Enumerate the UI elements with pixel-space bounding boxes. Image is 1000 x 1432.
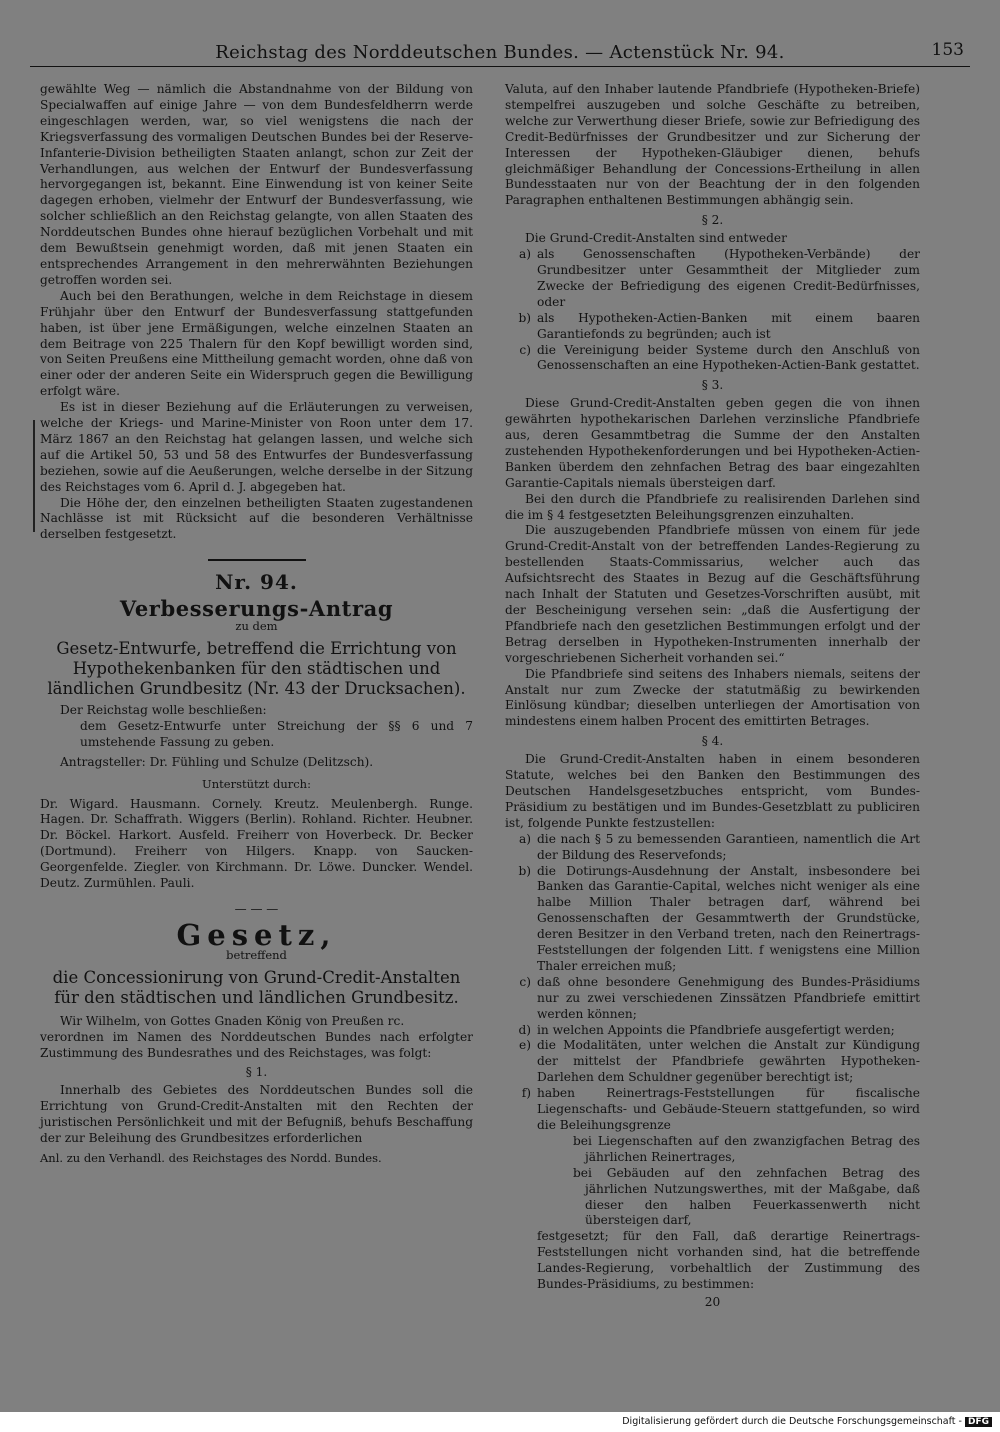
betreffend-label: betreffend (226, 947, 287, 962)
supporters-list: Dr. Wigard. Hausmann. Cornely. Kreutz. Meulenbergh. Runge. Hagen. Dr. Schaffrath. Wiggers (Berlin). Rohland. Richter. Heubner. Dr. Böckel. Harkort. Ausfeld. Freiherr von Hoverbeck. Dr. Becker (Dortmund). Freiherr von Hilgers. Knapp. von Saucken-Georgenfelde. Ziegler. von Kirchmann. Dr. Löwe. Duncker. Wendel. Deutz. Zurmühlen. Pauli. (40, 796, 473, 891)
gesetz-title: Gesetz, (176, 917, 337, 952)
section-3-paragraph-3: Die auszugebenden Pfandbriefe müssen von einem für jede Grund-Credit-Anstalt von der betreffenden Landes-Regierung zu bestellenden Staats-Commissarius, welcher auch das Aufsichtsrecht des Staates in Bezug auf die Geschäftsführung nach Inhalt der Statuten und Gesetzes-Vorschriften ausübt, mit der Bescheinigung versehen sein: „daß die Ausfertigung der Pfandbriefe nach den gesetzlichen Bestimmungen erfolgt und der Betrag derselben in Hypotheken-Instrumenten innerhalb der vorgeschriebenen Sicherheit vorhanden sei.“ (505, 523, 920, 665)
item-text: die Dotirungs-Ausdehnung der Anstalt, insbesondere bei Banken das Garantie-Capital, welches nicht weniger als eine halbe Million Thaler betragen darf, während bei Genossenschaften der Gesammtwerth der Grundstücke, deren Besitzer in den Verband treten, nach den Reinertrags-Feststellungen der folgenden Litt. f wenigstens eine Million Thaler erreichen muß; (537, 863, 920, 973)
section-4-f-liegenschaften: bei Liegenschaften auf den zwanzigfachen Betrag des jährlichen Reinertrages, (573, 1133, 920, 1164)
digitization-credit (622, 1416, 992, 1427)
dash-separator: — — — (234, 901, 279, 916)
section-1-text: Innerhalb des Gebietes des Norddeutschen Bundes soll die Errichtung von Grund-Credit-Anstalten mit den Rechten der juristischen Persönlichkeit und mit der Befugniß, behufs Beschaffung der zur Beleihung des Grundbesitzes erforderlichen (40, 1083, 473, 1146)
page-header (30, 40, 970, 67)
list-item (505, 311, 920, 343)
page-footer-note: Anl. zu den Verhandl. des Reichstages des Nordd. Bundes. (40, 1150, 382, 1165)
resolve-text: dem Gesetz-Entwurfe unter Streichung der §§ 6 und 7 umstehende Fassung zu geben. (80, 718, 473, 749)
section-4-closing: festgesetzt; für den Fall, daß derartige Reinertrags-Feststellungen nicht vorhanden sind, hat die betreffende Landes-Regierung, vorbehaltlich der Zustimmung des Bundes-Präsidiums, zu bestimmen: (537, 1229, 920, 1292)
wir-line: Wir Wilhelm, von Gottes Gnaden König von Preußen rc. (60, 1013, 405, 1028)
section-3-heading: § 3. (701, 378, 724, 393)
section-4-f-gebaeude: bei Gebäuden auf den zehnfachen Betrag des jährlichen Nutzungswerthes, mit der Maßgabe, daß dieser den halben Feuerkassenwerth nicht übersteigen darf, (573, 1165, 920, 1228)
list-item (505, 343, 920, 375)
document-subject: Gesetz-Entwurfe, betreffend die Errichtung von Hypothekenbanken für den städtischen und ländlichen Grundbesitz (Nr. 43 der Drucksachen). (47, 639, 466, 698)
gesetz-subject: die Concessionirung von Grund-Credit-Anstalten für den städtischen und ländlichen Grundbesitz. (52, 967, 461, 1007)
item-marker: a) (518, 831, 531, 846)
list-item (505, 247, 920, 311)
list-item (505, 1086, 920, 1134)
credit-text: Digitalisierung gefördert durch die Deutsche Forschungsgemeinschaft - (622, 1416, 962, 1427)
page-number: 153 (931, 40, 964, 60)
section-3-paragraph-4: Die Pfandbriefe sind seitens des Inhabers niemals, seitens der Anstalt nur zum Zwecke der statutmäßig zu bewirkenden Einlösung kündbar; dieselben unterliegen der Amortisation von mindestens einem halben Procent des emittirten Betrages. (505, 666, 920, 729)
list-item (505, 864, 920, 975)
section-divider (208, 559, 306, 561)
right-column (505, 82, 920, 1311)
item-text: daß ohne besondere Genehmigung des Bundes-Präsidiums nur zu zwei verschiedenen Zinssätzen Pfandbriefe emittirt werden können; (537, 974, 920, 1021)
left-paragraph-1: gewählte Weg — nämlich die Abstandnahme von der Bildung von Specialwaffen auf einige Jahre — von dem Bundesfeldherrn werde eingeschlagen werden, war, so viel wenigstens die nach der Kriegsverfassung des vormaligen Deutschen Bundes bei der Reserve-Infanterie-Division betheiligten Staaten anlangt, schon zur Zeit der Verhandlungen, aus welchen der Entwurf der Bundesverfassung hervorgegangen ist, bekannt. Eine Einwendung ist von keiner Seite dagegen erhoben, vielmehr der Entwurf der Bundesverfassung, wie solcher schließlich an den Reichstag gelangte, von allen Staaten des Norddeutschen Bundes ohne hierauf bezüglichen Vorbehalt und mit dem Bewußtsein genehmigt worden, daß mit jenen Staaten ein entsprechendes Arrangement in den mehrerwähnten Beziehungen getroffen worden sei. (40, 82, 473, 287)
left-column (40, 82, 473, 1167)
item-text: als Genossenschaften (Hypotheken-Verbände) der Grundbesitzer unter Gesammtheit der Mitglieder zum Zwecke der Befriedigung des eigenen Credit-Bedürfnisses, oder (537, 247, 920, 309)
item-marker: c) (519, 342, 531, 357)
item-marker: c) (519, 974, 531, 989)
item-text: in welchen Appoints die Pfandbriefe ausgefertigt werden; (537, 1022, 895, 1037)
section-4-intro: Die Grund-Credit-Anstalten haben in einem besonderen Statute, welches bei den Banken den Bestimmungen des Deutschen Handelsgesetzbuches entspricht, vom Bundes-Präsidium zu bestätigen und im Bundes-Gesetzblatt zu publiciren ist, folgende Punkte festzustellen: (505, 752, 920, 830)
resolve-line: Der Reichstag wolle beschließen: (60, 703, 267, 717)
left-paragraph-2: Auch bei den Berathungen, welche in dem Reichstage in diesem Frühjahr über den Entwurf der Bundesverfassung stattgefunden haben, ist über jene Ermäßigungen, welche einzelnen Staaten an dem Beitrage von 225 Thalern für den Kopf bewilligt worden sind, von Seiten Preußens eine Mittheilung gemacht worden, ohne daß von einer oder der anderen Seite ein Widerspruch gegen die Bewilligung erfolgt wäre. (40, 288, 473, 399)
document-title: Verbesserungs-Antrag (119, 596, 394, 622)
item-text: als Hypotheken-Actien-Banken mit einem baaren Garantiefonds zu begründen; auch ist (537, 310, 920, 341)
section-2-list (505, 247, 920, 374)
list-item (505, 1023, 920, 1039)
list-item (505, 1038, 920, 1086)
section-1-heading: § 1. (245, 1065, 268, 1080)
section-2-intro: Die Grund-Credit-Anstalten sind entweder (525, 231, 787, 246)
header-title: Reichstag des Norddeutschen Bundes. — Actenstück Nr. 94. (215, 42, 785, 63)
supported-by-label: Unterstützt durch: (202, 776, 311, 791)
item-text: die Modalitäten, unter welchen die Anstalt zur Kündigung der mittelst der Pfandbriefe gewährten Hypotheken-Darlehen dem Schuldner gegenüber berechtigt ist; (537, 1038, 920, 1085)
zu-dem-label: zu dem (235, 619, 278, 634)
applicants: Antragsteller: Dr. Fühling und Schulze (Delitzsch). (60, 754, 374, 769)
item-marker: d) (518, 1022, 531, 1037)
list-item (505, 975, 920, 1023)
right-paragraph-1: Valuta, auf den Inhaber lautende Pfandbriefe (Hypotheken-Briefe) stempelfrei auszugeben und solche Geschäfte zu betreiben, welche zur Verwerthung dieser Briefe, sowie zur Befriedigung des Credit-Bedürfnisses der Grundbesitzer und zur Sicherung der Interessen der Hypotheken-Gläubiger dienen, behufs gleichmäßiger Behandlung der Concessions-Ertheilung in allen Bundesstaaten nur von der Beachtung der in den folgenden Paragraphen enthaltenen Bestimmungen abhängig sein. (505, 82, 920, 208)
list-item (505, 832, 920, 864)
left-paragraph-3: Es ist in dieser Beziehung auf die Erläuterungen zu verweisen, welche der Kriegs- und Marine-Minister von Roon unter dem 17. März 1867 an den Reichstag hat gelangen lassen, und welche sich auf die Artikel 50, 53 und 58 des Entwurfes der Bundesverfassung beziehen, sowie auf die Aeußerungen, welche derselbe in der Sitzung des Reichstages vom 6. April d. J. abgegeben hat. (40, 400, 473, 494)
section-4-heading: § 4. (701, 734, 724, 749)
item-marker: e) (519, 1038, 531, 1053)
item-marker: b) (518, 863, 531, 878)
signature-mark: 20 (704, 1294, 721, 1309)
item-marker: b) (518, 310, 531, 325)
item-text: die nach § 5 zu bemessenden Garantieen, namentlich die Art der Bildung des Reservefonds; (537, 831, 920, 862)
item-text: die Vereinigung beider Systeme durch den Anschluß von Genossenschaften an eine Hypotheken-Actien-Bank gestattet. (537, 342, 920, 373)
item-marker: f) (521, 1086, 531, 1101)
verordnen-line: verordnen im Namen des Norddeutschen Bundes nach erfolgter Zustimmung des Bundesrathes und des Reichstages, was folgt: (40, 1029, 473, 1060)
left-paragraph-4: Die Höhe der, den einzelnen betheiligten Staaten zugestandenen Nachlässe ist mit Rücksicht auf die besonderen Verhältnisse derselben festgesetzt. (40, 495, 473, 542)
section-2-heading: § 2. (701, 213, 724, 228)
dfg-logo: DFG (965, 1417, 992, 1427)
item-marker: a) (518, 247, 531, 262)
section-4-list (505, 832, 920, 1134)
section-3-paragraph-1: Diese Grund-Credit-Anstalten geben gegen die von ihnen gewährten hypothekarischen Darlehen verzinsliche Pfandbriefe aus, deren Gesammtbetrag die Summe der den Anstalten zustehenden Hypothekenforderungen und bei Hypotheken-Actien-Banken überdem den zehnfachen Betrag des baar eingezahlten Garantie-Capitals niemals übersteigen darf. (505, 396, 920, 490)
item-text: haben Reinertrags-Feststellungen für fiscalische Liegenschafts- und Gebäude-Steuern stattgefunden, so wird die Beleihungsgrenze (537, 1086, 920, 1132)
document-number: Nr. 94. (215, 570, 298, 595)
section-3-paragraph-2: Bei den durch die Pfandbriefe zu realisirenden Darlehen sind die im § 4 festgesetzten Beleihungsgrenzen einzuhalten. (505, 491, 920, 522)
margin-bracket (33, 420, 35, 532)
